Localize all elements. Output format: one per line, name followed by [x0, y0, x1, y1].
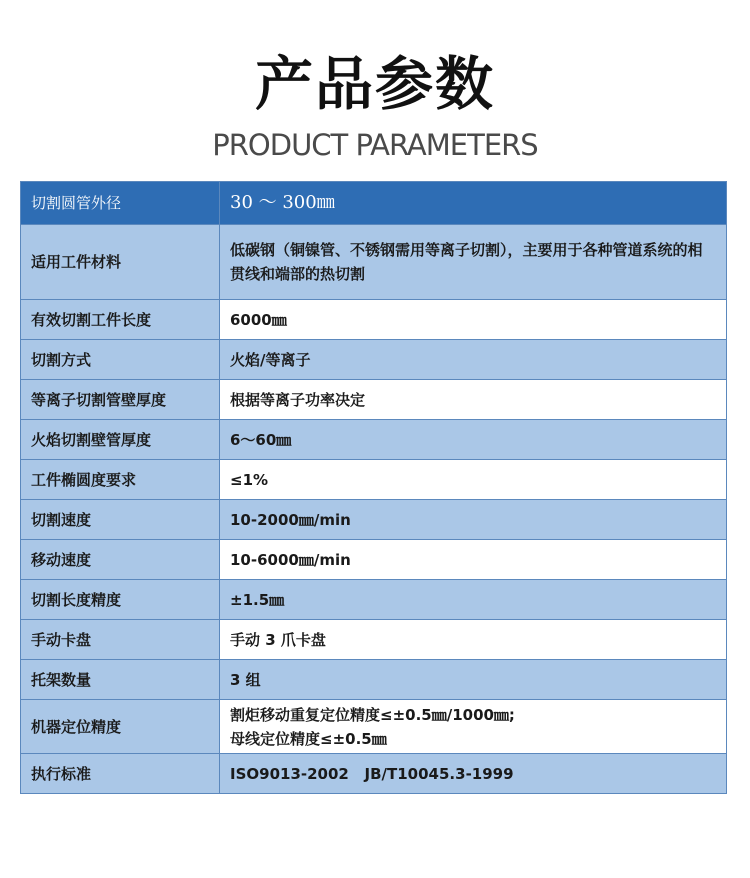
table-row: [21, 340, 727, 380]
table-row: [21, 300, 727, 340]
page-subtitle: PRODUCT PARAMETERS: [212, 128, 538, 162]
table-row: [21, 700, 727, 754]
spec-label: 等离子切割管壁厚度: [21, 380, 220, 420]
table-row: [21, 460, 727, 500]
table-row: [21, 540, 727, 580]
spec-label: 切割圆管外径: [21, 182, 220, 225]
spec-label: 手动卡盘: [21, 620, 220, 660]
spec-label: 执行标准: [21, 754, 220, 794]
spec-label: 切割速度: [21, 500, 220, 540]
spec-label: 有效切割工件长度: [21, 300, 220, 340]
spec-label: 切割方式: [21, 340, 220, 380]
table-row: [21, 620, 727, 660]
spec-value: 根据等离子功率决定: [220, 380, 727, 420]
table-row: [21, 500, 727, 540]
page-header: [0, 44, 750, 124]
spec-value: 低碳钢（铜镍管、不锈钢需用等离子切割），主要用于各种管道系统的相贯线和端部的热切割: [220, 225, 727, 300]
spec-label: 工件椭圆度要求: [21, 460, 220, 500]
table-row: [21, 580, 727, 620]
spec-label: 托架数量: [21, 660, 220, 700]
spec-value: 6000㎜: [220, 300, 727, 340]
spec-value: 30 ～ 300㎜: [220, 182, 727, 225]
table-row: [21, 754, 727, 794]
table-row: [21, 380, 727, 420]
spec-value: ≤1%: [220, 460, 727, 500]
spec-value: 10-6000㎜/min: [220, 540, 727, 580]
table-row: [21, 182, 727, 225]
spec-value: 手动 3 爪卡盘: [220, 620, 727, 660]
spec-value-multiline: [220, 700, 727, 754]
page-title-text: 产品参数: [254, 50, 495, 118]
spec-value: ISO9013-2002 JB/T10045.3-1999: [220, 754, 727, 794]
spec-label: 切割长度精度: [21, 580, 220, 620]
table-row: [21, 225, 727, 300]
spec-table: [20, 181, 727, 794]
spec-label: 机器定位精度: [21, 700, 220, 754]
spec-value-line: 割炬移动重复定位精度≤±0.5㎜/1000㎜;: [230, 705, 515, 724]
page-title: [255, 44, 495, 124]
table-row: [21, 660, 727, 700]
spec-value: 6～60㎜: [220, 420, 727, 460]
spec-value-line: 母线定位精度≤±0.5㎜: [230, 729, 387, 748]
spec-label: 适用工件材料: [21, 225, 220, 300]
spec-value: ±1.5㎜: [220, 580, 727, 620]
table-row: [21, 420, 727, 460]
spec-value: 10-2000㎜/min: [220, 500, 727, 540]
spec-label: 移动速度: [21, 540, 220, 580]
spec-value: 3 组: [220, 660, 727, 700]
spec-label: 火焰切割壁管厚度: [21, 420, 220, 460]
spec-value: 火焰/等离子: [220, 340, 727, 380]
